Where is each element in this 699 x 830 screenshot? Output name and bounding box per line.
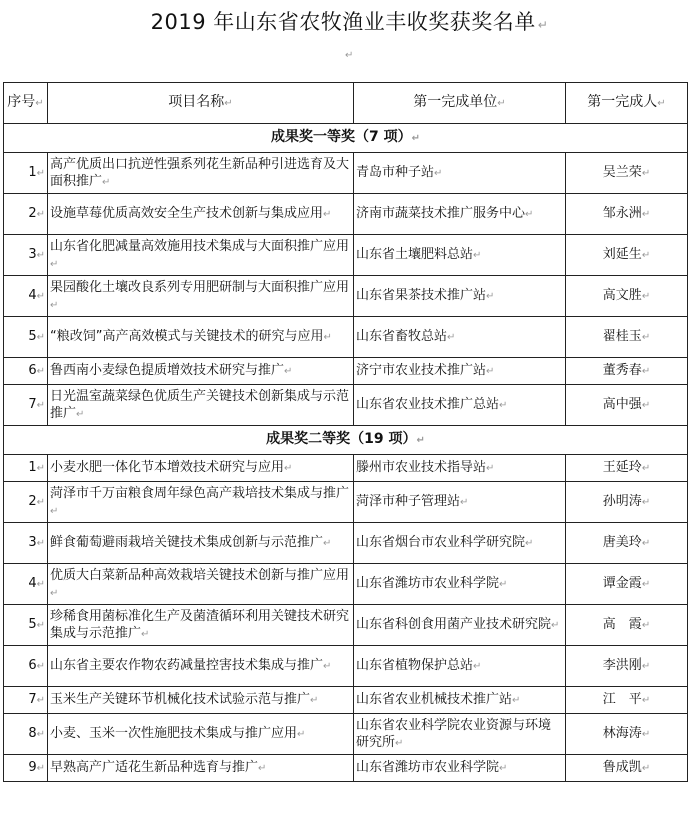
- row-project: 珍稀食用菌标准化生产及菌渣循环利用关键技术研究集成与示范推广↵: [48, 605, 354, 646]
- table-row: [4, 358, 688, 385]
- row-person: 刘延生↵: [566, 235, 688, 276]
- row-person: 高中强↵: [566, 385, 688, 426]
- header-unit: 第一完成单位↵: [354, 83, 566, 124]
- row-unit: 山东省农业科学院农业资源与环境研究所↵: [354, 714, 566, 755]
- row-unit: 济南市蔬菜技术推广服务中心↵: [354, 194, 566, 235]
- row-person: 吴兰荣↵: [566, 153, 688, 194]
- row-index: 5↵: [4, 605, 48, 646]
- section-header: [4, 426, 688, 455]
- row-project: 小麦水肥一体化节本增效技术研究与应用↵: [48, 455, 354, 482]
- row-project: 早熟高产广适花生新品种选育与推广↵: [48, 755, 354, 782]
- row-unit: 山东省畜牧总站↵: [354, 317, 566, 358]
- row-person: 李洪刚↵: [566, 646, 688, 687]
- row-index: 7↵: [4, 687, 48, 714]
- row-unit: 菏泽市种子管理站↵: [354, 482, 566, 523]
- row-project: 优质大白菜新品种高效栽培关键技术创新与推广应用↵: [48, 564, 354, 605]
- row-index: 3↵: [4, 235, 48, 276]
- header-index: 序号↵: [4, 83, 48, 124]
- table-row: [4, 317, 688, 358]
- row-project: 菏泽市千万亩粮食周年绿色高产栽培技术集成与推广↵: [48, 482, 354, 523]
- row-project: 日光温室蔬菜绿色优质生产关键技术创新集成与示范推广↵: [48, 385, 354, 426]
- row-person: 江 平↵: [566, 687, 688, 714]
- row-index: 2↵: [4, 194, 48, 235]
- row-unit: 山东省农业技术推广总站↵: [354, 385, 566, 426]
- row-index: 2↵: [4, 482, 48, 523]
- row-person: 高文胜↵: [566, 276, 688, 317]
- row-person: 谭金霞↵: [566, 564, 688, 605]
- row-project: 果园酸化土壤改良系列专用肥研制与大面积推广应用↵: [48, 276, 354, 317]
- table-row: [4, 755, 688, 782]
- row-index: 9↵: [4, 755, 48, 782]
- row-unit: 山东省烟台市农业科学研究院↵: [354, 523, 566, 564]
- row-index: 7↵: [4, 385, 48, 426]
- row-unit: 青岛市种子站↵: [354, 153, 566, 194]
- row-project: “粮改饲”高产高效模式与关键技术的研究与应用↵: [48, 317, 354, 358]
- table-row: [4, 605, 688, 646]
- row-index: 6↵: [4, 646, 48, 687]
- table-row: [4, 194, 688, 235]
- row-index: 4↵: [4, 276, 48, 317]
- row-index: 1↵: [4, 455, 48, 482]
- table-row: [4, 714, 688, 755]
- paragraph-mark: ↵: [345, 50, 354, 61]
- row-person: 孙明涛↵: [566, 482, 688, 523]
- row-person: 王延玲↵: [566, 455, 688, 482]
- row-person: 鲁成凯↵: [566, 755, 688, 782]
- row-index: 5↵: [4, 317, 48, 358]
- document-title-text: 2019 年山东省农牧渔业丰收奖获奖名单: [150, 10, 536, 34]
- row-person: 林海涛↵: [566, 714, 688, 755]
- row-unit: 济宁市农业技术推广站↵: [354, 358, 566, 385]
- table-row: [4, 235, 688, 276]
- paragraph-mark: ↵: [537, 18, 549, 32]
- row-person: 唐美玲↵: [566, 523, 688, 564]
- table-row: [4, 276, 688, 317]
- section-label: 成果奖一等奖（7 项）↵: [4, 124, 688, 153]
- table-row: [4, 482, 688, 523]
- row-project: 玉米生产关键环节机械化技术试验示范与推广↵: [48, 687, 354, 714]
- awards-table: [3, 82, 688, 782]
- row-project: 设施草莓优质高效安全生产技术创新与集成应用↵: [48, 194, 354, 235]
- row-project: 鲁西南小麦绿色提质增效技术研究与推广↵: [48, 358, 354, 385]
- row-unit: 山东省土壤肥料总站↵: [354, 235, 566, 276]
- row-index: 4↵: [4, 564, 48, 605]
- row-person: 董秀春↵: [566, 358, 688, 385]
- table-row: [4, 153, 688, 194]
- row-person: 翟桂玉↵: [566, 317, 688, 358]
- row-project: 山东省主要农作物农药减量控害技术集成与推广↵: [48, 646, 354, 687]
- section-header: [4, 124, 688, 153]
- row-person: 邹永洲↵: [566, 194, 688, 235]
- row-project: 山东省化肥减量高效施用技术集成与大面积推广应用↵: [48, 235, 354, 276]
- row-index: 6↵: [4, 358, 48, 385]
- row-index: 3↵: [4, 523, 48, 564]
- row-index: 1↵: [4, 153, 48, 194]
- row-project: 高产优质出口抗逆性强系列花生新品种引进选育及大面积推广↵: [48, 153, 354, 194]
- row-project: 鲜食葡萄避雨栽培关键技术集成创新与示范推广↵: [48, 523, 354, 564]
- row-unit: 山东省科创食用菌产业技术研究院↵: [354, 605, 566, 646]
- row-unit: 山东省潍坊市农业科学院↵: [354, 564, 566, 605]
- row-unit: 山东省植物保护总站↵: [354, 646, 566, 687]
- table-row: [4, 687, 688, 714]
- row-index: 8↵: [4, 714, 48, 755]
- row-unit: 滕州市农业技术指导站↵: [354, 455, 566, 482]
- row-unit: 山东省农业机械技术推广站↵: [354, 687, 566, 714]
- table-row: [4, 564, 688, 605]
- row-project: 小麦、玉米一次性施肥技术集成与推广应用↵: [48, 714, 354, 755]
- table-row: [4, 523, 688, 564]
- header-row: [4, 83, 688, 124]
- table-row: [4, 646, 688, 687]
- table-row: [4, 385, 688, 426]
- row-unit: 山东省潍坊市农业科学院↵: [354, 755, 566, 782]
- table-row: [4, 455, 688, 482]
- header-project: 项目名称↵: [48, 83, 354, 124]
- row-person: 高 霞↵: [566, 605, 688, 646]
- row-unit: 山东省果茶技术推广站↵: [354, 276, 566, 317]
- document-title: [0, 6, 699, 36]
- section-label: 成果奖二等奖（19 项）↵: [4, 426, 688, 455]
- header-person: 第一完成人↵: [566, 83, 688, 124]
